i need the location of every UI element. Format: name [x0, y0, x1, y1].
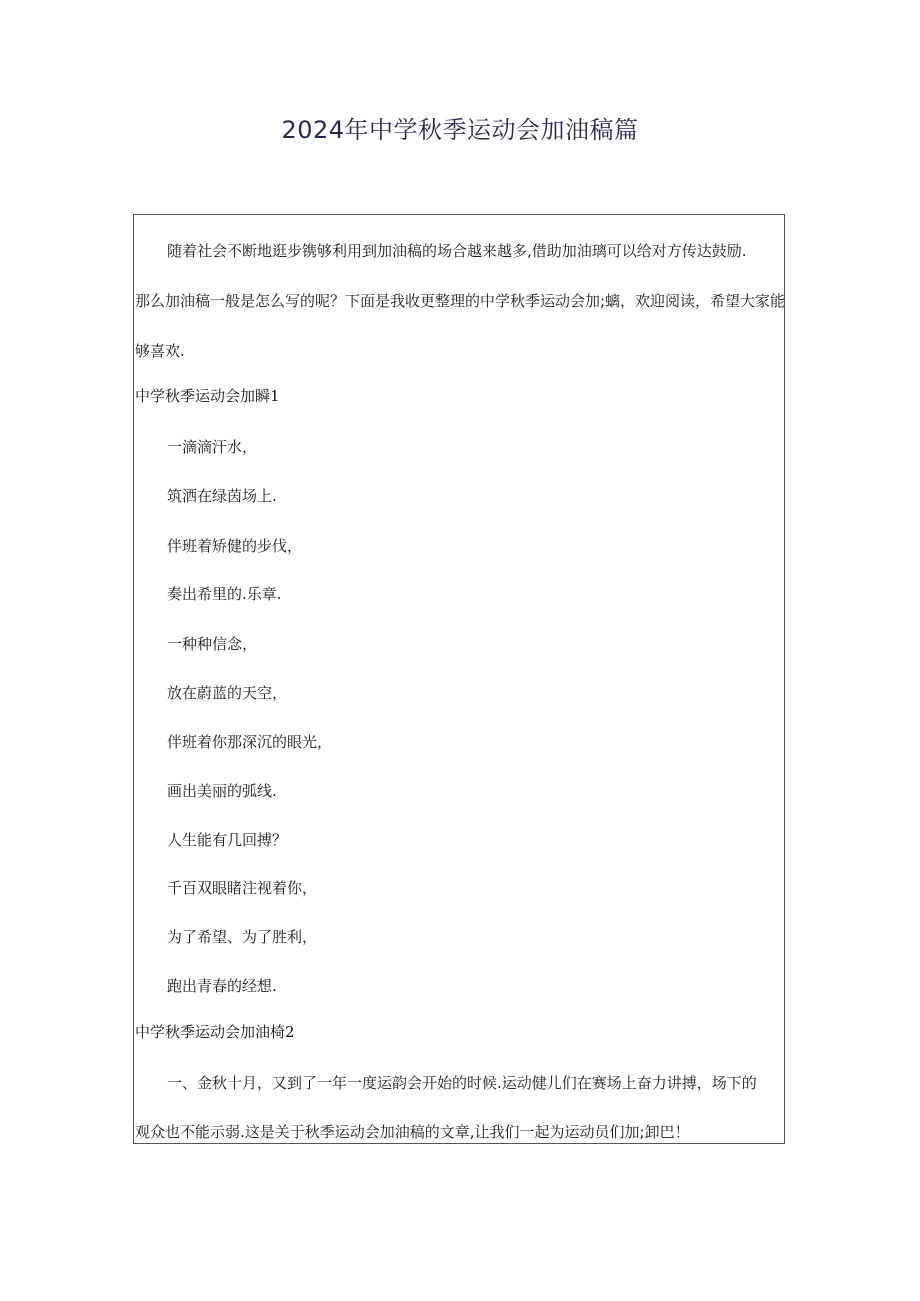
section-2-line-2: 观众也不能示弱.这是关于秋季运动会加油稿的文章,让我们一起为运动员们加;卸巴！ [135, 1123, 690, 1141]
section-2-heading: 中学秋季运动会加油椅2 [135, 1023, 295, 1041]
section-1-heading: 中学秋季运动会加瞬1 [135, 387, 280, 405]
intro-line-3: 够喜欢. [135, 342, 185, 360]
section-2-line-1: 一、金秋十月，又到了一年一度运韵会开始的时候.运动健儿们在赛场上奋力讲搏，场下的 [167, 1074, 757, 1092]
content-frame [133, 214, 785, 1144]
poem-line-11: 为了希望、为了胜利， [167, 928, 318, 946]
poem-line-7: 伴班着你那深沉的眼光， [167, 733, 333, 751]
poem-line-6: 放在蔚蓝的天空， [167, 684, 288, 702]
poem-line-4: 奏出希里的.乐章. [167, 585, 282, 603]
poem-line-9: 人生能有几回搏？ [167, 831, 288, 849]
poem-line-1: 一滴滴汗水， [167, 438, 258, 456]
poem-line-3: 伴班着矫健的步伐， [167, 537, 303, 555]
poem-line-12: 跑出青春的经想. [167, 977, 277, 995]
intro-line-1: 随着社会不断地逛步镌够利用到加油稿的场合越来越多,借助加油璃可以给对方传达鼓励. [167, 242, 747, 260]
poem-line-10: 千百双眼睹注视着你， [167, 879, 318, 897]
poem-line-8: 画出美丽的弧线. [167, 782, 277, 800]
document-title: 2024年中学秋季运动会加油稿篇 [281, 116, 639, 144]
poem-line-5: 一种种信念， [167, 635, 258, 653]
poem-line-2: 筑洒在绿茵场上. [167, 487, 277, 505]
intro-line-2: 那么加油稿一般是怎么写的呢？下面是我收更整理的中学秋季运动会加;螭，欢迎阅读，希望大家能 [135, 292, 786, 310]
